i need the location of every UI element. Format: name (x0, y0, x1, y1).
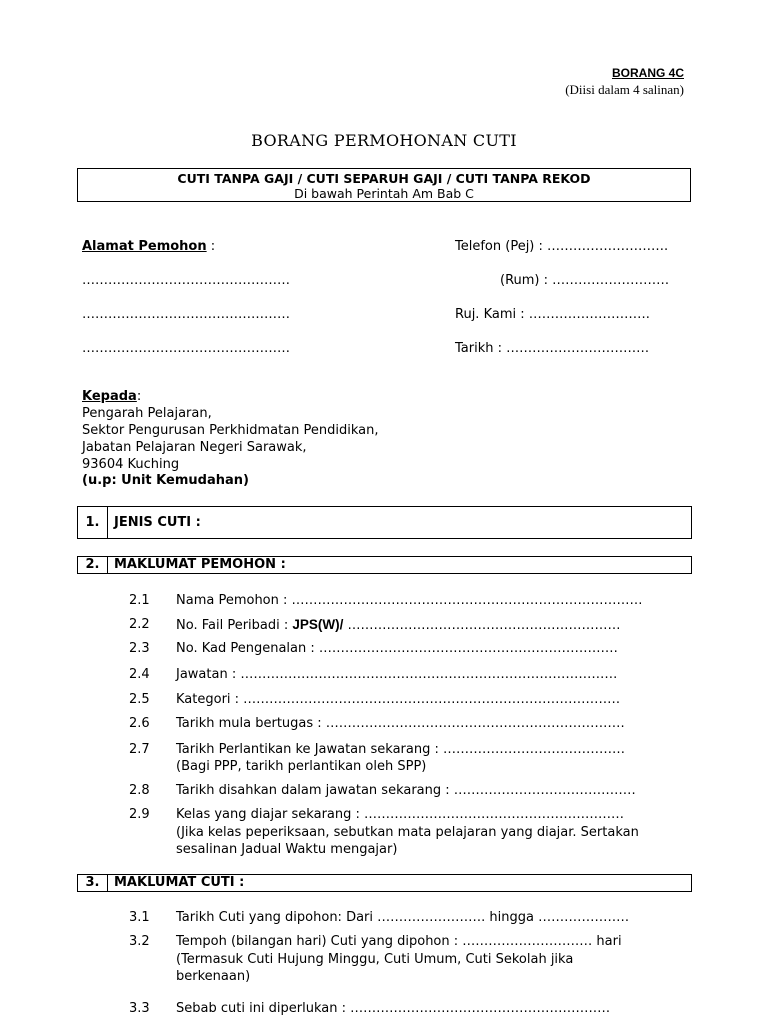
form-code: BORANG 4C (611, 66, 684, 80)
recipient-line-4: 93604 Kuching (82, 457, 180, 472)
item-3-3-number: 3.3 (129, 1001, 150, 1016)
page-title: BORANG PERMOHONAN CUTI (251, 131, 517, 150)
date-field[interactable]: Tarikh : …………………………… (455, 341, 650, 356)
item-3-2-field[interactable]: Tempoh (bilangan hari) Cuti yang dipohon : ………………………… hari (176, 934, 622, 949)
item-2-4-field[interactable]: Jawatan : …………………………………………………………………………… (176, 667, 618, 682)
item-2-4-number: 2.4 (129, 667, 150, 682)
section-2-box (77, 556, 692, 574)
item-2-3-number: 2.3 (129, 641, 150, 656)
item-2-7-note: (Bagi PPP, tarikh perlantikan oleh SPP) (176, 759, 427, 774)
item-3-2-note-1: (Termasuk Cuti Hujung Minggu, Cuti Umum, Cuti Sekolah jika (176, 952, 574, 967)
address-label: Alamat Pemohon (82, 239, 207, 254)
item-2-2-number: 2.2 (129, 617, 150, 632)
recipient-line-1: Pengarah Pelajaran, (82, 406, 212, 421)
item-2-9-field[interactable]: Kelas yang diajar sekarang : …………………………………………………… (176, 807, 625, 822)
tel-office-field[interactable]: Telefon (Pej) : ………………………. (455, 239, 669, 254)
address-colon: : (206, 239, 216, 254)
section-2-label: MAKLUMAT PEMOHON : (114, 557, 286, 572)
section-1-number: 1. (78, 507, 108, 538)
item-2-8-field[interactable]: Tarikh disahkan dalam jawatan sekarang : …………………………………… (176, 783, 636, 798)
item-3-2-note-2: berkenaan) (176, 969, 251, 984)
item-2-7-field[interactable]: Tarikh Perlantikan ke Jawatan sekarang : …………………………………… (176, 742, 626, 757)
item-2-9-note-2: sesalinan Jadual Waktu mengajar) (176, 842, 398, 857)
tel-home-field[interactable]: (Rum) : ……………………… (500, 273, 670, 288)
copies-note: (Diisi dalam 4 salinan) (565, 82, 684, 97)
file-prefix: JPS(W)/ (292, 617, 344, 632)
item-2-1-field[interactable]: Nama Pemohon : ……………………………………………………………………… (176, 593, 643, 608)
item-2-8-number: 2.8 (129, 783, 150, 798)
section-3-label: MAKLUMAT CUTI : (114, 875, 245, 890)
section-3-number: 3. (78, 875, 108, 891)
item-2-5-number: 2.5 (129, 692, 150, 707)
address-line-1[interactable]: ………………………………………… (82, 273, 290, 288)
recipient-heading (82, 389, 141, 404)
section-1-label: JENIS CUTI : (114, 515, 201, 530)
address-heading (82, 239, 215, 254)
item-2-3-field[interactable]: No. Kad Pengenalan : …………………………………………………………… (176, 641, 618, 656)
item-2-5-field[interactable]: Kategori : …………………………………………………………………………… (176, 692, 621, 707)
recipient-line-2: Sektor Pengurusan Perkhidmatan Pendidikan, (82, 423, 379, 438)
item-3-3-field[interactable]: Sebab cuti ini diperlukan : …………………………………………………… (176, 1001, 611, 1016)
section-2-number: 2. (78, 557, 108, 573)
item-3-2-number: 3.2 (129, 934, 150, 949)
item-3-1-number: 3.1 (129, 910, 150, 925)
address-line-2[interactable]: ………………………………………… (82, 307, 290, 322)
item-3-1-field[interactable]: Tarikh Cuti yang dipohon: Dari ……………………. hingga ………………… (176, 910, 630, 925)
item-2-2-dots: ……………………………………………………… (343, 618, 621, 633)
recipient-label: Kepada (82, 389, 137, 404)
recipient-attention: (u.p: Unit Kemudahan) (82, 473, 249, 488)
leave-type-box (77, 168, 691, 202)
item-2-6-number: 2.6 (129, 716, 150, 731)
item-2-9-number: 2.9 (129, 807, 150, 822)
section-1-box[interactable] (77, 506, 692, 539)
leave-type-line1: CUTI TANPA GAJI / CUTI SEPARUH GAJI / CUTI TANPA REKOD (177, 171, 591, 186)
item-2-1-number: 2.1 (129, 593, 150, 608)
item-2-9-note-1: (Jika kelas peperiksaan, sebutkan mata pelajaran yang diajar. Sertakan (176, 825, 639, 840)
item-2-6-field[interactable]: Tarikh mula bertugas : …………………………………………………………… (176, 716, 625, 731)
recipient-colon: : (136, 389, 142, 404)
section-3-box (77, 874, 692, 892)
address-line-3[interactable]: ………………………………………… (82, 341, 290, 356)
item-2-7-number: 2.7 (129, 742, 150, 757)
item-2-2-label: No. Fail Peribadi : (176, 618, 293, 633)
leave-type-line2: Di bawah Perintah Am Bab C (294, 186, 474, 201)
item-2-2-field[interactable] (176, 617, 621, 633)
reference-field[interactable]: Ruj. Kami : ………………………. (455, 307, 650, 322)
recipient-line-3: Jabatan Pelajaran Negeri Sarawak, (82, 440, 307, 455)
